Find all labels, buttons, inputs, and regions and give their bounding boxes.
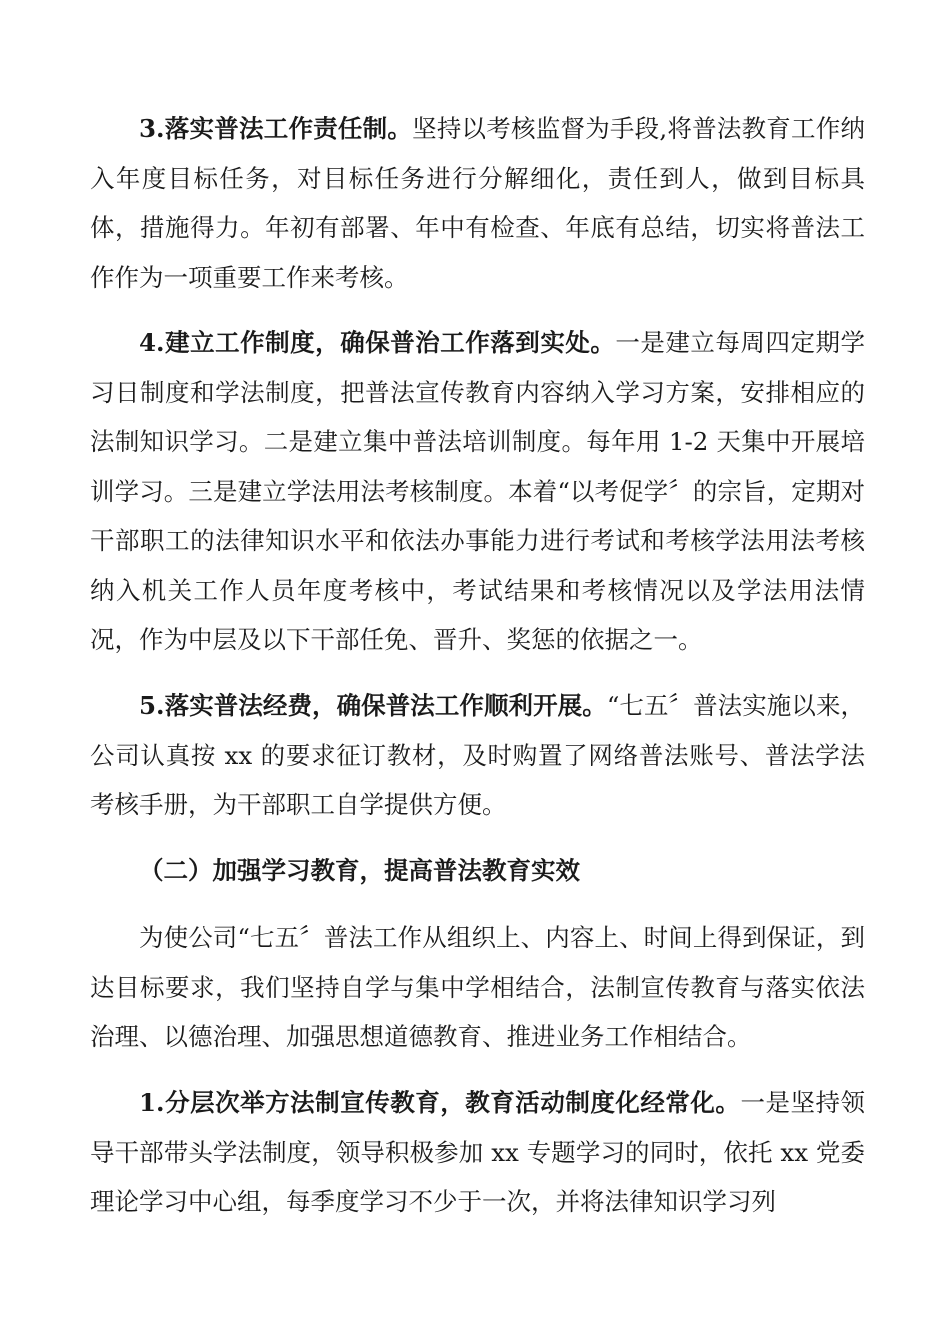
paragraph-1-layered-education: [90, 1078, 865, 1227]
paragraph-5-funding: [90, 681, 865, 830]
paragraph-body: 坚持以考核监督为手段,将普法教育工作纳入年度目标任务，对目标任务进行分解细化，责任到人，做到目标具体，措施得力。年初有部署、年中有检查、年底有总结，切实将普法工作作为一项重要工作来考核。: [90, 114, 865, 292]
paragraph-lead: 1.分层次举方法制宣传教育，教育活动制度化经常化。: [139, 1088, 741, 1117]
paragraph-lead: 3.落实普法工作责任制。: [139, 114, 413, 143]
section-heading: （二）加强学习教育，提高普法教育实效: [139, 856, 580, 885]
paragraph-lead: 5.落实普法经费，确保普法工作顺利开展。: [139, 691, 607, 720]
paragraph-body: “七五〞普法实施以来，公司认真按 xx 的要求征订教材，及时购置了网络普法账号、普法学法考核手册，为干部职工自学提供方便。: [90, 691, 866, 819]
paragraph-4-work-system: [90, 318, 865, 665]
intro-paragraph: 为使公司“七五〞普法工作从组织上、内容上、时间上得到保证，到达目标要求，我们坚持自学与集中学相结合，法制宣传教育与落实依法治理、以德治理、加强思想道德教育、推进业务工作相结合。: [90, 923, 865, 1051]
paragraph-body: 一是坚持领导干部带头学法制度，领导积极参加 xx 专题学习的同时，依托 xx 党委理论学习中心组，每季度学习不少于一次，并将法律知识学习列: [90, 1088, 865, 1216]
paragraph-body: 一是建立每周四定期学习日制度和学法制度，把普法宣传教育内容纳入学习方案，安排相应的法制知识学习。二是建立集中普法培训制度。每年用 1-2 天集中开展培训学习。三是建立学法用法考核制度。本着“以考促学〞的宗旨，定期对干部职工的法律知识水平和依法办事能力进行考试和考核学法用法考核纳入机关工作人员年度考核中，考试结果和考核情况以及学法用法情况，作为中层及以下干部任免、晋升、奖惩的依据之一。: [90, 328, 866, 654]
paragraph-lead: 4.建立工作制度，确保普治工作落到实处。: [139, 328, 616, 357]
paragraph-3-responsibility: [90, 104, 865, 302]
